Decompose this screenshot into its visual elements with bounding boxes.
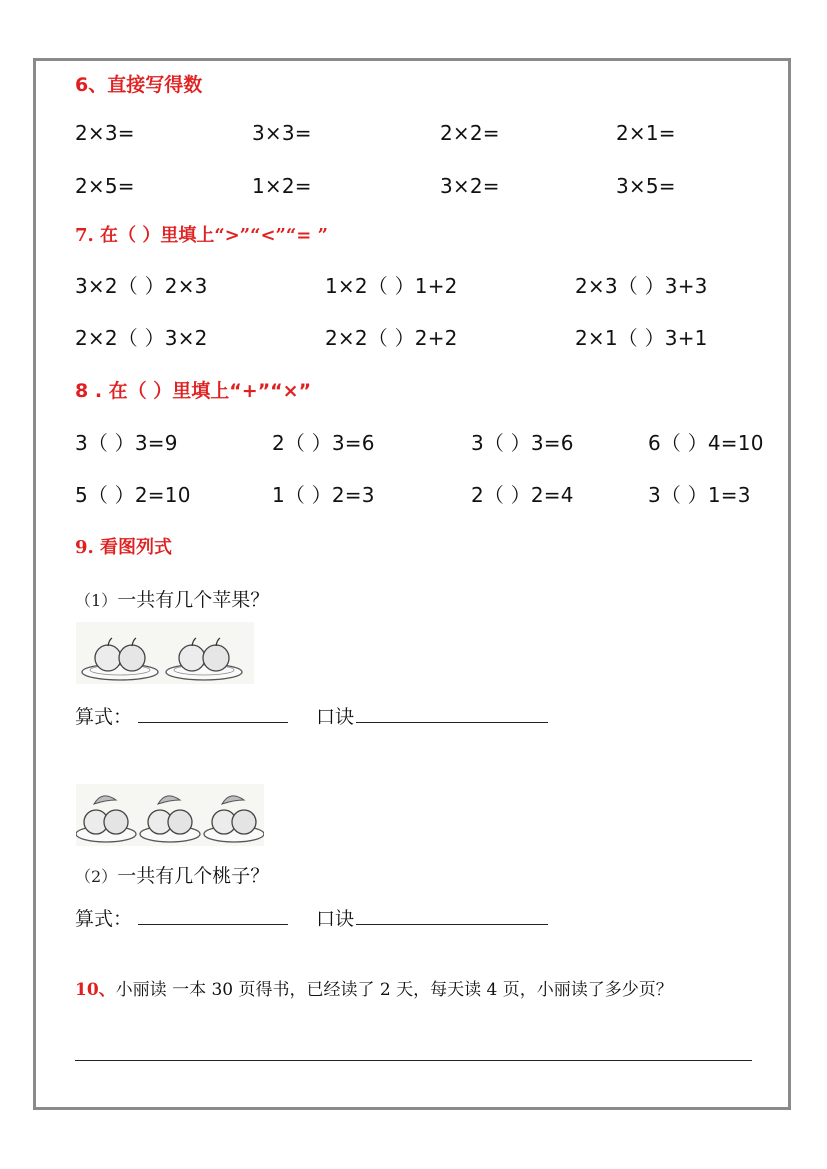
s9-question-1 — [75, 585, 269, 612]
s8-r2-c1: 5（ ）2=10 — [75, 483, 191, 507]
section-6-title: 6、直接写得数 — [75, 74, 203, 96]
section-8-title: 8 . 在（ ）里填上“+”“×” — [75, 380, 312, 402]
apples-picture — [76, 622, 254, 684]
s6-r1-c2: 3×3= — [252, 121, 312, 145]
s8-r1-c2: 2（ ）3=6 — [272, 431, 375, 455]
s9-q2-text: 一共有几个桃子？ — [117, 865, 270, 887]
s8-r2-c2: 1（ ）2=3 — [272, 483, 375, 507]
section-9-title: 9. 看图列式 — [75, 537, 173, 558]
s8-r2-c3: 2（ ）2=4 — [471, 483, 574, 507]
s6-r2-c4: 3×5= — [616, 174, 676, 198]
s9-question-2 — [75, 861, 269, 888]
s7-r1-c2: 1×2（ ）1+2 — [325, 274, 458, 298]
s6-r2-c2: 1×2= — [252, 174, 312, 198]
s10-text: 小丽读 一本 30 页得书，已经读了 2 天，每天读 4 页，小丽读了多少页？ — [115, 980, 673, 1000]
s9-q2-formula-blank[interactable] — [138, 924, 288, 925]
peaches-picture — [76, 784, 264, 846]
s6-r1-c4: 2×1= — [616, 121, 676, 145]
s9-q2-koujue-label: 口诀 — [316, 908, 355, 930]
s7-r2-c3: 2×1（ ）3+1 — [575, 326, 708, 350]
s8-r2-c4: 3（ ）1=3 — [648, 483, 751, 507]
s6-r2-c3: 3×2= — [440, 174, 500, 198]
s7-r1-c1: 3×2（ ）2×3 — [75, 274, 208, 298]
s7-r1-c3: 2×3（ ）3+3 — [575, 274, 708, 298]
s6-r1-c3: 2×2= — [440, 121, 500, 145]
s7-r2-c1: 2×2（ ）3×2 — [75, 326, 208, 350]
s10-answer-line[interactable] — [75, 1060, 752, 1061]
s8-r1-c3: 3（ ）3=6 — [471, 431, 574, 455]
s8-r1-c4: 6（ ）4=10 — [648, 431, 764, 455]
s6-r2-c1: 2×5= — [75, 174, 135, 198]
s7-r2-c2: 2×2（ ）2+2 — [325, 326, 458, 350]
s9-q2-formula-label: 算式： — [75, 908, 133, 930]
s6-r1-c1: 2×3= — [75, 121, 135, 145]
s9-q1-koujue-label: 口诀 — [316, 706, 355, 728]
s10-number: 10、 — [75, 980, 116, 1000]
s9-q1-formula-label: 算式： — [75, 706, 133, 728]
s9-q1-formula-blank[interactable] — [138, 722, 288, 723]
worksheet-frame — [33, 58, 791, 1110]
s9-q1-text: 一共有几个苹果？ — [117, 589, 270, 611]
s9-q2-number: （2） — [75, 867, 118, 886]
s9-q2-koujue-blank[interactable] — [356, 924, 548, 925]
s8-r1-c1: 3（ ）3=9 — [75, 431, 178, 455]
section-10-question — [75, 975, 673, 1000]
s9-q1-number: （1） — [75, 591, 118, 610]
section-7-title: 7. 在（ ）里填上“>”“<”“= ” — [75, 225, 328, 246]
s9-q1-koujue-blank[interactable] — [356, 722, 548, 723]
